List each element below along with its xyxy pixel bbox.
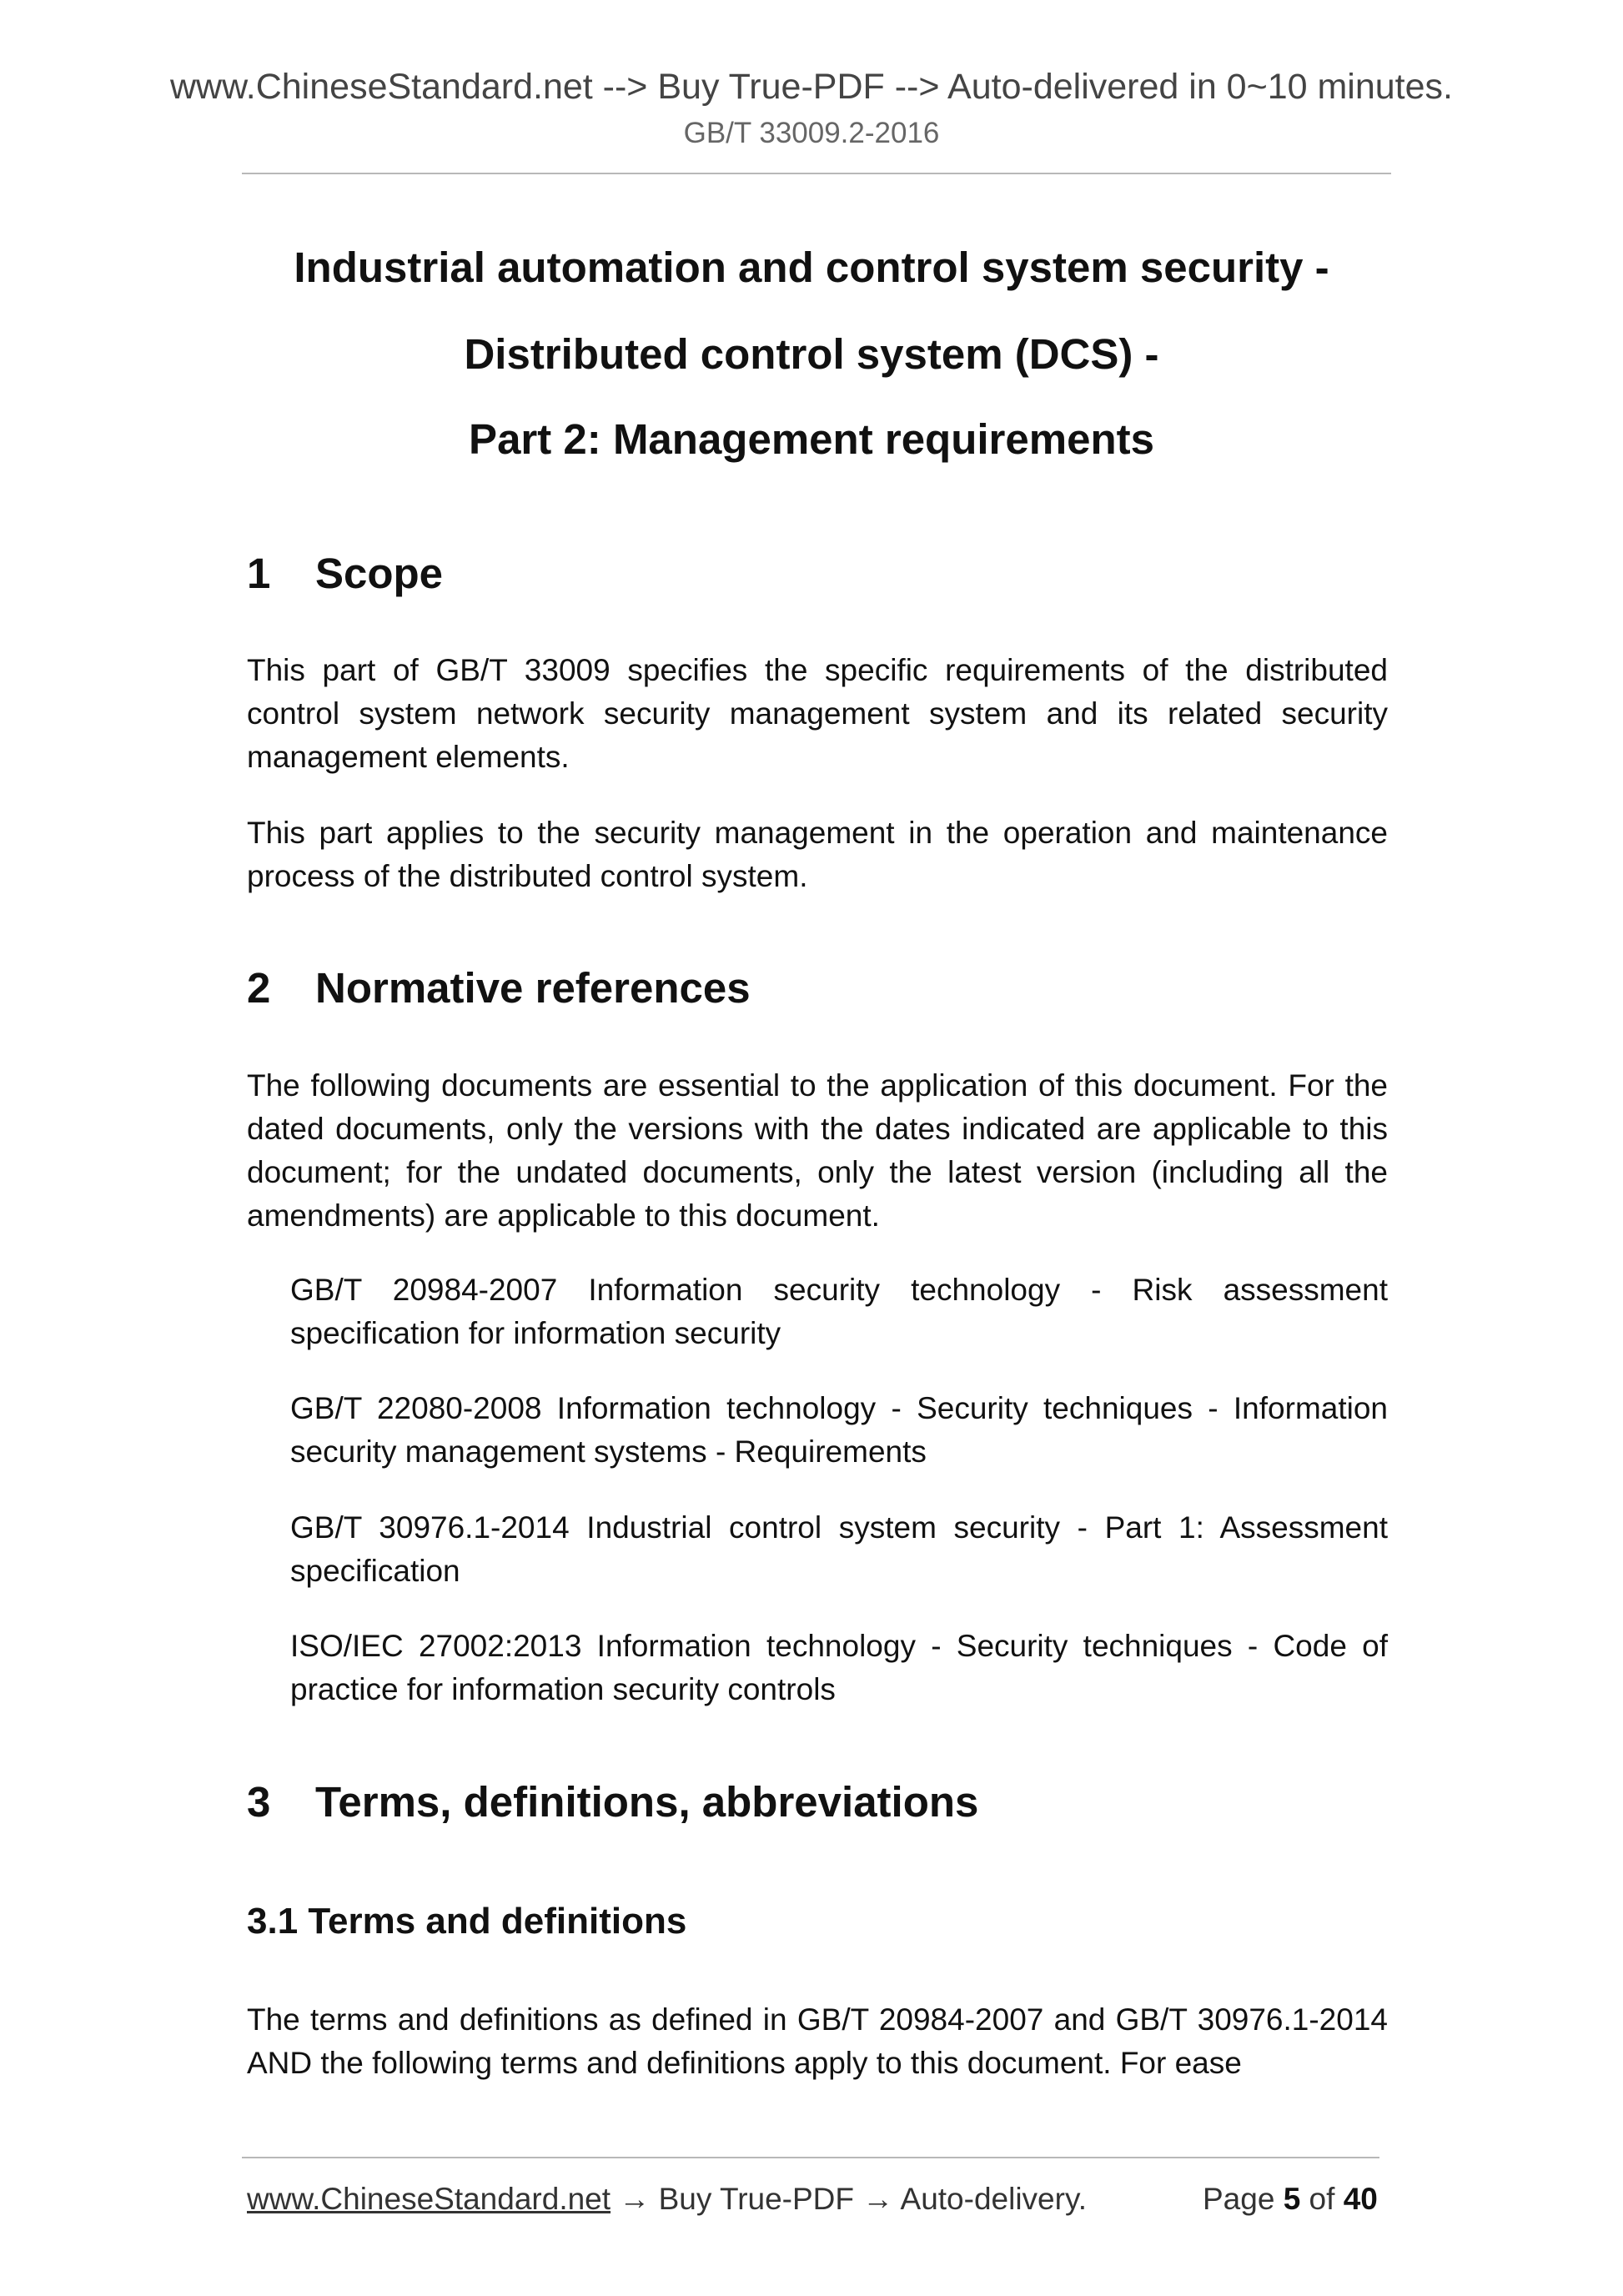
- section-heading-terms: [247, 1775, 978, 1830]
- footer-promo-text: → Buy True-PDF → Auto-delivery.: [611, 2182, 1087, 2216]
- page-label: Page: [1203, 2182, 1284, 2216]
- normative-intro-paragraph: The following documents are essential to the application of this document. For the dated documents, only the versions with the dates indicated are applicable to this document; for the undated documents, only the latest version (including all the amendments) are applicable to this document.: [247, 1068, 1388, 1233]
- reference-item: GB/T 22080-2008 Information technology - Security techniques - Information security management systems - Requirements: [290, 1391, 1388, 1469]
- section-title: Normative references: [315, 964, 751, 1012]
- reference-item: GB/T 30976.1-2014 Industrial control system security - Part 1: Assessment specification: [290, 1510, 1388, 1588]
- footer-divider: [242, 2157, 1379, 2158]
- page-number: 5: [1283, 2182, 1301, 2216]
- page-indicator: [1203, 2178, 1378, 2220]
- header-doc-code: GB/T 33009.2-2016: [683, 117, 940, 149]
- title-line-3: Part 2: Management requirements: [469, 415, 1154, 463]
- reference-item: GB/T 20984-2007 Information security technology - Risk assessment specification for information security: [290, 1273, 1388, 1350]
- section-title: Scope: [315, 550, 444, 597]
- section-heading-normative-references: [247, 961, 751, 1016]
- reference-item: ISO/IEC 27002:2013 Information technology - Security techniques - Code of practice for information security controls: [290, 1629, 1388, 1706]
- header-banner: www.ChineseStandard.net --> Buy True-PDF --> Auto-delivered in 0~10 minutes.: [169, 67, 1453, 107]
- title-line-1: Industrial automation and control system security -: [294, 244, 1329, 291]
- section-number: 3: [247, 1778, 271, 1826]
- scope-paragraph-1: This part of GB/T 33009 specifies the specific requirements of the distributed control system network security management system and its related security management elements.: [247, 653, 1388, 774]
- header-divider: [242, 173, 1391, 174]
- footer-site-link[interactable]: www.ChineseStandard.net: [247, 2182, 611, 2216]
- section-number: 1: [247, 550, 271, 597]
- terms-paragraph: The terms and definitions as defined in GB/T 20984-2007 and GB/T 30976.1-2014 AND the following terms and definitions apply to this document. For ease: [247, 2002, 1388, 2080]
- footer-promo: [247, 2178, 1087, 2220]
- page-total: 40: [1343, 2182, 1378, 2216]
- section-title: Terms, definitions, abbreviations: [315, 1778, 979, 1826]
- scope-paragraph-2: This part applies to the security management in the operation and maintenance process of the distributed control system.: [247, 816, 1388, 893]
- section-heading-scope: [247, 546, 443, 601]
- title-line-2: Distributed control system (DCS) -: [464, 330, 1159, 378]
- subsection-heading-terms-definitions: 3.1 Terms and definitions: [247, 1901, 687, 1942]
- page-of-label: of: [1300, 2182, 1344, 2216]
- section-number: 2: [247, 964, 271, 1012]
